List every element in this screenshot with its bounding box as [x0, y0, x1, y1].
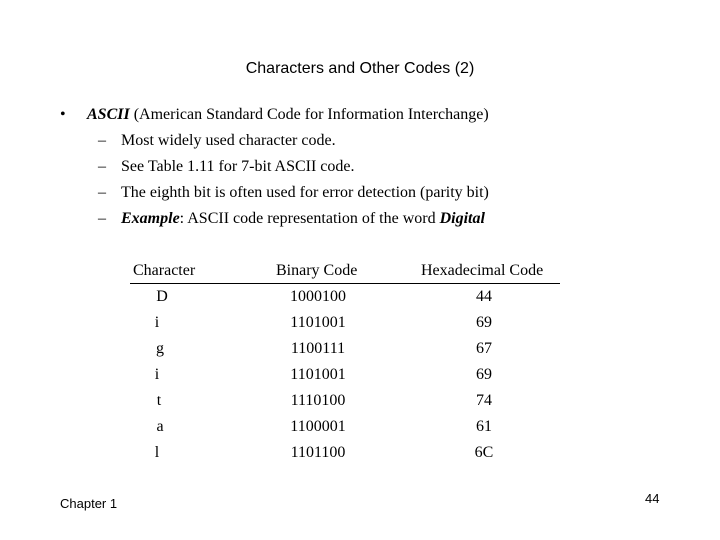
table-cell-hex: 61 — [476, 418, 492, 435]
table-cell-char: t — [156, 392, 162, 409]
table-cell-hex: 6C — [474, 444, 494, 461]
table-cell-char: g — [156, 340, 164, 357]
dash-icon: – — [98, 158, 106, 175]
table-cell-hex: 74 — [476, 392, 492, 409]
table-cell-binary: 1000100 — [290, 288, 346, 305]
table-cell-char: a — [156, 418, 164, 435]
table-cell-char: i — [154, 314, 160, 331]
table-cell-binary: 1101001 — [290, 314, 346, 331]
page-number: 44 — [645, 491, 660, 506]
example-text: : ASCII code representation of the word — [179, 210, 440, 227]
table-cell-char: i — [154, 366, 160, 383]
subbullet-3 — [98, 184, 489, 202]
example-label: Example — [121, 210, 180, 227]
slide-title-text: Characters and Other Codes (2) — [245, 60, 475, 77]
subbullet-4 — [98, 210, 485, 228]
table-cell-binary: 1100111 — [290, 340, 346, 357]
main-bullet-text — [87, 106, 489, 124]
table-cell-hex: 67 — [476, 340, 492, 357]
subbullet-text: Most widely used character code. — [121, 132, 336, 149]
ascii-expansion: (American Standard Code for Information Interchange) — [129, 106, 489, 123]
table-cell-binary: 1100001 — [290, 418, 346, 435]
table-cell-hex: 69 — [476, 366, 492, 383]
table-cell-hex: 69 — [476, 314, 492, 331]
slide-title — [0, 60, 720, 78]
bullet-icon: • — [60, 106, 66, 123]
table-cell-char: l — [154, 444, 160, 461]
subbullet-2 — [98, 158, 355, 176]
table-cell-hex: 44 — [476, 288, 492, 305]
table-cell-binary: 1110100 — [290, 392, 346, 409]
ascii-term: ASCII — [87, 106, 130, 123]
footer-chapter: Chapter 1 — [60, 496, 118, 511]
subbullet-1 — [98, 132, 336, 150]
subbullet-text: The eighth bit is often used for error detection (parity bit) — [121, 184, 489, 201]
header-hex: Hexadecimal Code — [421, 262, 544, 279]
header-underline — [130, 283, 560, 284]
dash-icon: – — [98, 184, 106, 201]
table-cell-binary: 1101100 — [290, 444, 346, 461]
table-cell-char: D — [156, 288, 168, 305]
table-cell-binary: 1101001 — [290, 366, 346, 383]
subbullet-text: See Table 1.11 for 7-bit ASCII code. — [121, 158, 355, 175]
example-word: Digital — [439, 210, 485, 227]
header-character: Character — [133, 262, 196, 279]
dash-icon: – — [98, 210, 106, 227]
dash-icon: – — [98, 132, 106, 149]
header-binary: Binary Code — [276, 262, 358, 279]
